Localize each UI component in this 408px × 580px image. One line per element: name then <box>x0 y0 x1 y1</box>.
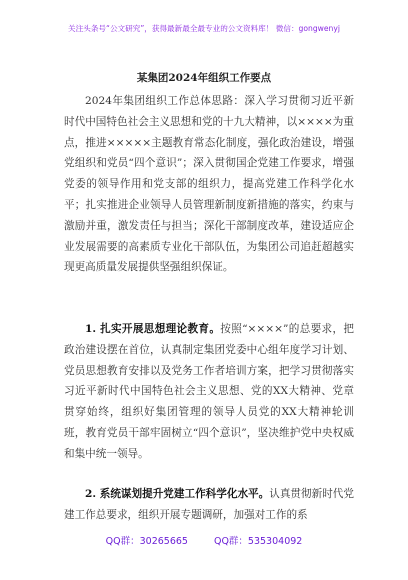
footer-contacts <box>0 533 408 547</box>
paragraph-text: 按照“××××”的总要求，把政治建设摆在首位，认真制定集团党委中心组年度学习计划、党员思想教育安排以及党务工作者培训方案，把学习贯彻落实习近平新时代中国特色社会主义思想、党的XX大精神、党章贯穿始终，组织好集团管理的领导人员党的XX大精神轮训班，教育党员干部牢固树立“四个意识”，坚决维护党中央权威和集中统一领导。 <box>64 323 355 460</box>
qq-group-2: QQ群：535304092 <box>213 536 303 547</box>
document-title: 某集团2024年组织工作要点 <box>136 72 272 84</box>
paragraph-overview <box>64 91 354 278</box>
section-heading: 2. 系统谋划提升党建工作科学化水平。 <box>85 488 270 500</box>
paragraph-text: 认真贯彻新时代党建工作总要求，组织开展专题调研，加强对工作的系 <box>64 488 354 521</box>
qq-group-1: QQ群：30265665 <box>105 536 188 547</box>
section-heading: 1. 扎实开展思想理论教育。 <box>85 323 221 335</box>
top-banner: 关注头条号“公文研究”，获得最新最全最专业的公文资料库！ 微信：gongwenyj <box>68 24 340 33</box>
paragraph-section-2 <box>64 484 354 526</box>
paragraph-text: 2024年集团组织工作总体思路：深入学习贯彻习近平新时代中国特色社会主义思想和党的十九大精神，以××××为重点，推进×××××主题教育常态化制度，强化政治建设，增强党组织和党员“四个意识”；深入贯彻国企党建工作要求，增强党委的领导作用和党支部的组织力，提高党建工作科学化水平；扎实推进企业领导人员管理新制度新措施的落实，约束与激励并重，激发责任与担当；深化干部制度改革，建设适应企业发展需要的高素质专业化干部队伍，为集团公司追赶超越实现更高质量发展提供坚强组织保证。 <box>64 95 354 274</box>
paragraph-section-1 <box>64 319 354 465</box>
